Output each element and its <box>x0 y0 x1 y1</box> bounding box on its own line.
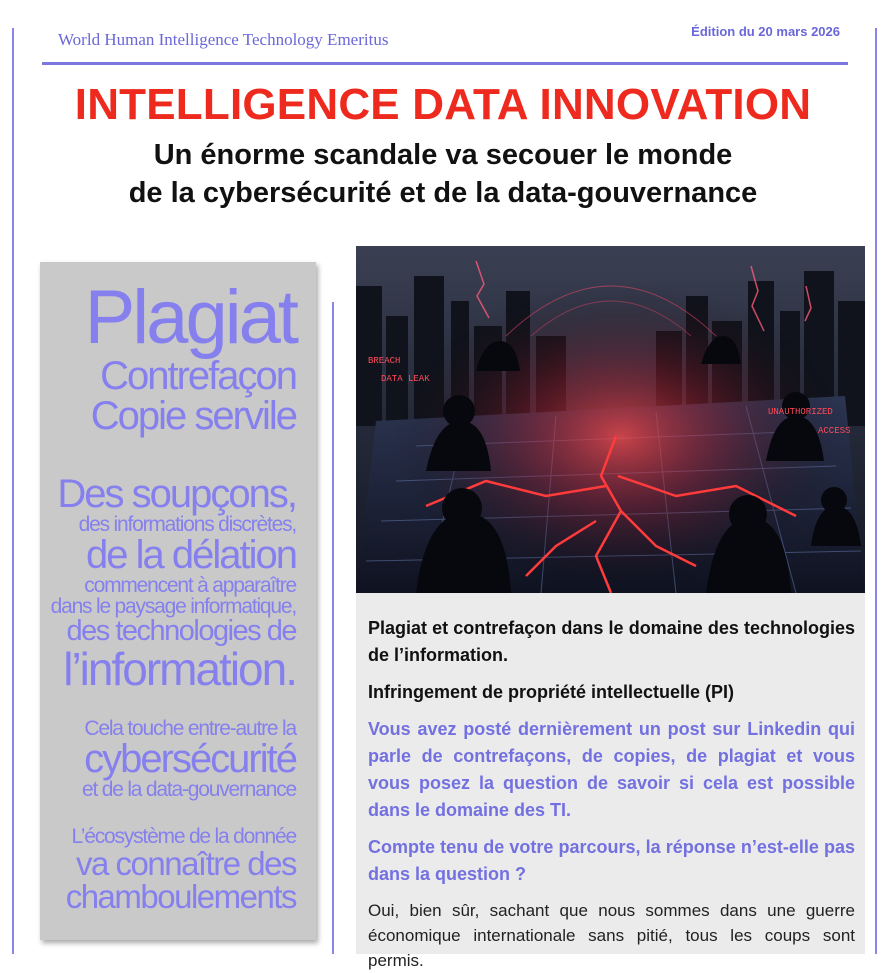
sidebar-technologies: des technologies de <box>66 615 296 647</box>
sidebar-paysage: dans le paysage informatique, <box>50 595 296 618</box>
sidebar-plagiat: Plagiat <box>84 275 296 360</box>
cyberattack-illustration <box>356 246 865 593</box>
sidebar-soupcons: Des soupçons, <box>57 472 296 516</box>
sidebar-chamboulements: chamboulements <box>65 878 296 915</box>
article-body <box>356 593 865 970</box>
article-title: Plagiat et contrefaçon dans le domaine des technologies de l’information. <box>368 618 855 665</box>
breach-label: BREACH <box>368 356 401 366</box>
column-divider <box>332 302 334 954</box>
sidebar-commencent: commencent à apparaître <box>84 574 296 597</box>
subheadline-line-2: de la cybersécurité et de la data-gouvernance <box>128 177 758 209</box>
interview-question-2: Compte tenu de votre parcours, la réponse n’est-elle pas dans la question ? <box>368 837 855 884</box>
sidebar-contrefacon: Contrefaçon <box>100 354 296 398</box>
edition-date: Édition du 20 mars 2026 <box>691 24 840 39</box>
data-leak-label: DATA LEAK <box>381 374 430 384</box>
interview-question-1: Vous avez posté dernièrement un post sur Linkedin qui parle de contrefaçons, de copies, de plagiat et vous vous posez la question de savoir si cela est possible dans le domaine des TI. <box>368 719 855 820</box>
sidebar-cybersecurite: cybersécurité <box>84 737 296 781</box>
sidebar-ecosysteme: L’écosystème de la donnée <box>71 825 296 848</box>
headline: INTELLIGENCE DATA INNOVATION <box>74 80 812 129</box>
header-rule <box>42 62 848 65</box>
sidebar-copie: Copie servile <box>90 394 296 438</box>
sidebar-connaitre: va connaître des <box>76 845 296 882</box>
sidebar-data-gouvernance: et de la data-gouvernance <box>81 778 296 801</box>
sidebar-information: l’information. <box>63 643 296 695</box>
sidebar-delation: de la délation <box>86 533 296 577</box>
publisher-name: World Human Intelligence Technology Emeritus <box>58 30 389 49</box>
sidebar-cela: Cela touche entre-autre la <box>84 717 296 740</box>
article-subtitle: Infringement de propriété intellectuelle (PI) <box>368 682 735 702</box>
sidebar-callout <box>40 262 316 940</box>
sidebar-infos: des informations discrètes, <box>78 513 296 536</box>
interview-answer: Oui, bien sûr, sachant que nous sommes dans une guerre économique internationale sans pitié, tous les coups sont permis. <box>368 901 855 970</box>
access-label: ACCESS <box>818 426 851 436</box>
subheadline-line-1: Un énorme scandale va secouer le monde <box>153 139 733 171</box>
unauthorized-label: UNAUTHORIZED <box>768 407 833 417</box>
